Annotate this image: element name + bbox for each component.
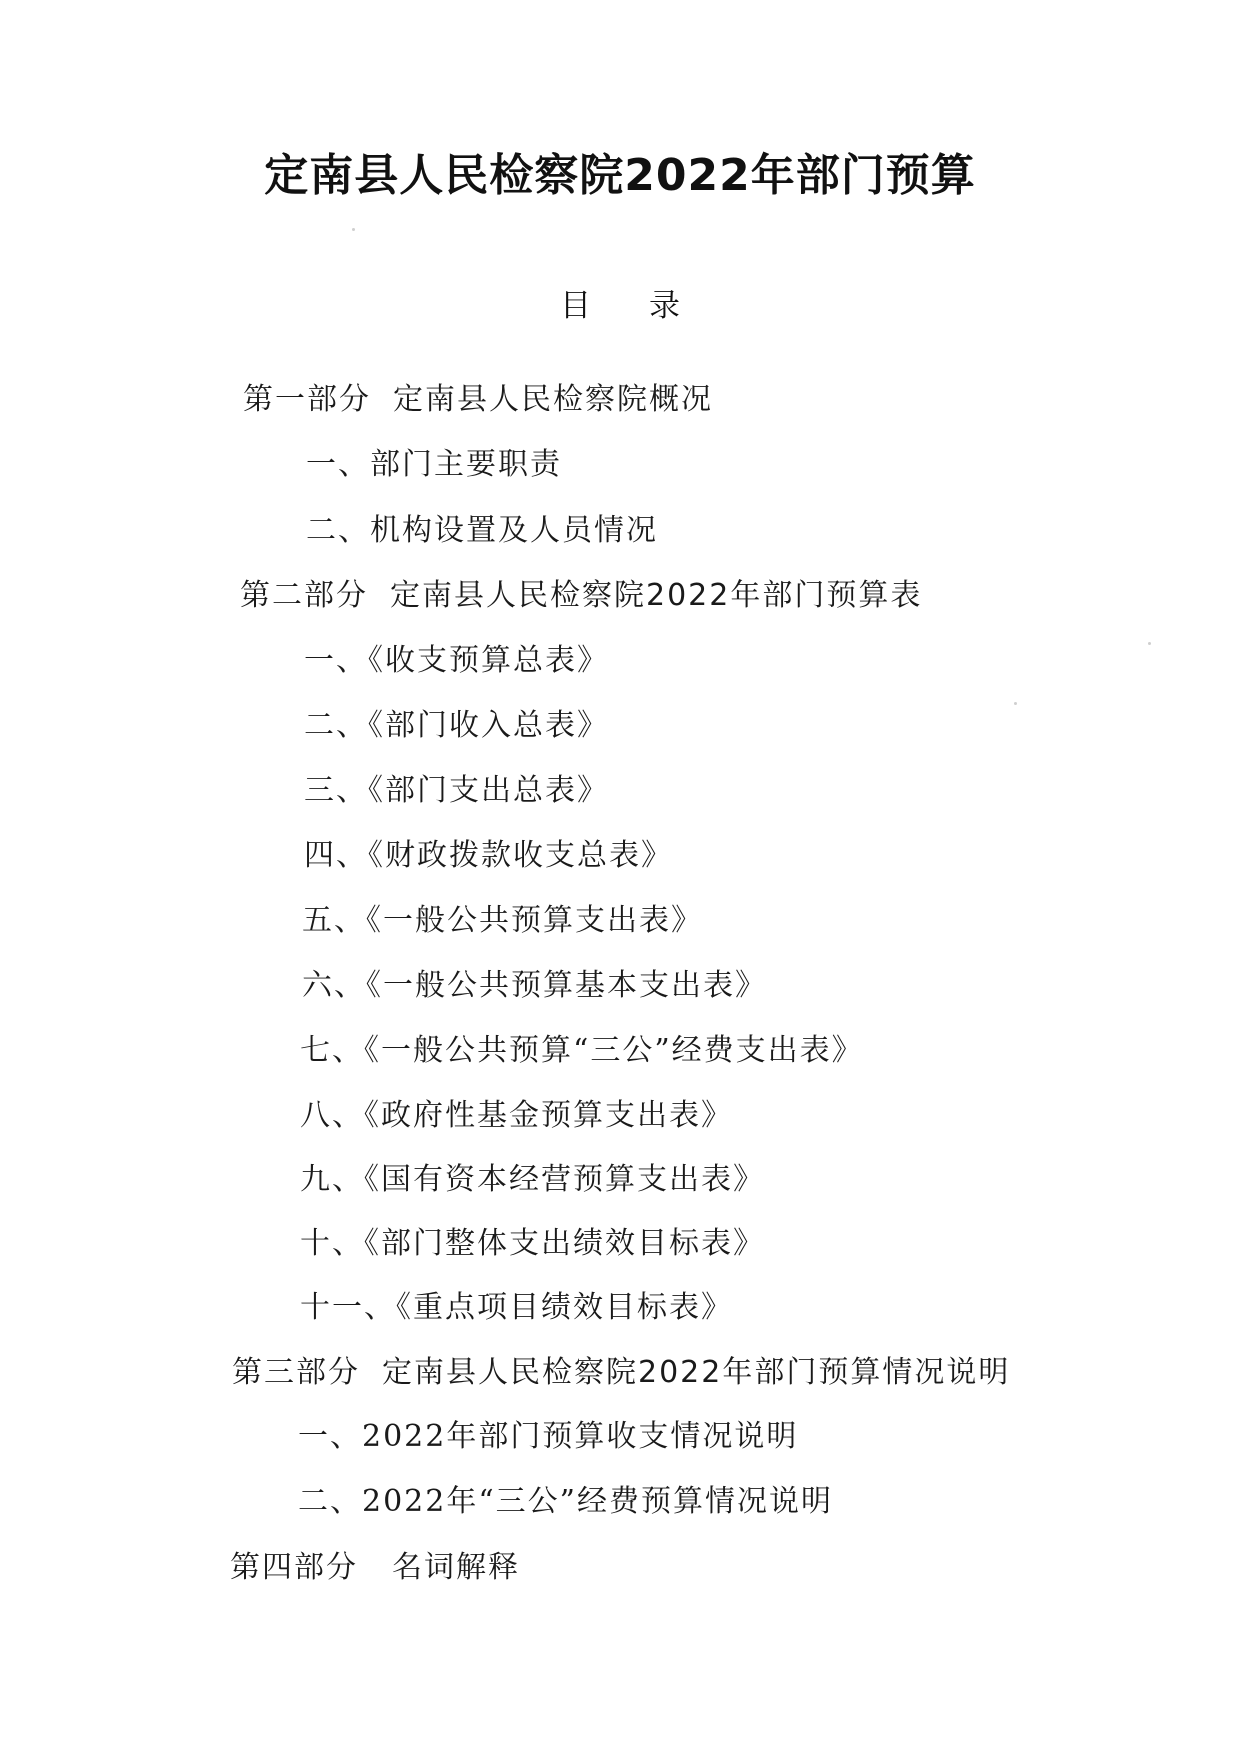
toc-part-2 (240, 576, 922, 616)
part-label: 第四部分 (230, 1550, 358, 1585)
toc-heading: 目录 (560, 288, 738, 324)
toc-item: 四、《财政拨款收支总表》 (304, 838, 673, 873)
toc-item: 九、《国有资本经营预算支出表》 (300, 1162, 765, 1197)
part-title: 名词解释 (392, 1550, 520, 1585)
part-label: 第一部分 (243, 382, 371, 417)
toc-item: 十、《部门整体支出绩效目标表》 (300, 1226, 765, 1261)
toc-item: 一、部门主要职责 (306, 447, 562, 482)
toc-item: 二、《部门收入总表》 (304, 708, 609, 743)
toc-item: 七、《一般公共预算“三公”经费支出表》 (300, 1033, 864, 1068)
toc-item: 二、机构设置及人员情况 (306, 513, 658, 548)
toc-item: 六、《一般公共预算基本支出表》 (302, 968, 767, 1003)
toc-item: 五、《一般公共预算支出表》 (302, 903, 703, 938)
scan-speck (352, 228, 355, 231)
part-label: 第三部分 (232, 1355, 360, 1390)
toc-item: 一、2022年部门预算收支情况说明 (298, 1419, 799, 1454)
toc-item: 十一、《重点项目绩效目标表》 (300, 1290, 733, 1325)
part-title: 定南县人民检察院2022年部门预算情况说明 (382, 1355, 1011, 1390)
toc-item: 八、《政府性基金预算支出表》 (300, 1098, 733, 1133)
scan-speck (1148, 642, 1151, 645)
toc-part-1 (243, 380, 713, 420)
part-label: 第二部分 (240, 578, 368, 613)
toc-part-4 (230, 1548, 520, 1588)
toc-item: 一、《收支预算总表》 (304, 643, 609, 678)
toc-item: 二、2022年“三公”经费预算情况说明 (298, 1484, 834, 1519)
part-title: 定南县人民检察院概况 (393, 382, 713, 417)
toc-part-3 (232, 1353, 1010, 1393)
toc-item: 三、《部门支出总表》 (304, 773, 609, 808)
part-title: 定南县人民检察院2022年部门预算表 (390, 578, 923, 613)
scan-speck (1014, 702, 1017, 705)
document-title: 定南县人民检察院2022年部门预算 (264, 150, 976, 201)
